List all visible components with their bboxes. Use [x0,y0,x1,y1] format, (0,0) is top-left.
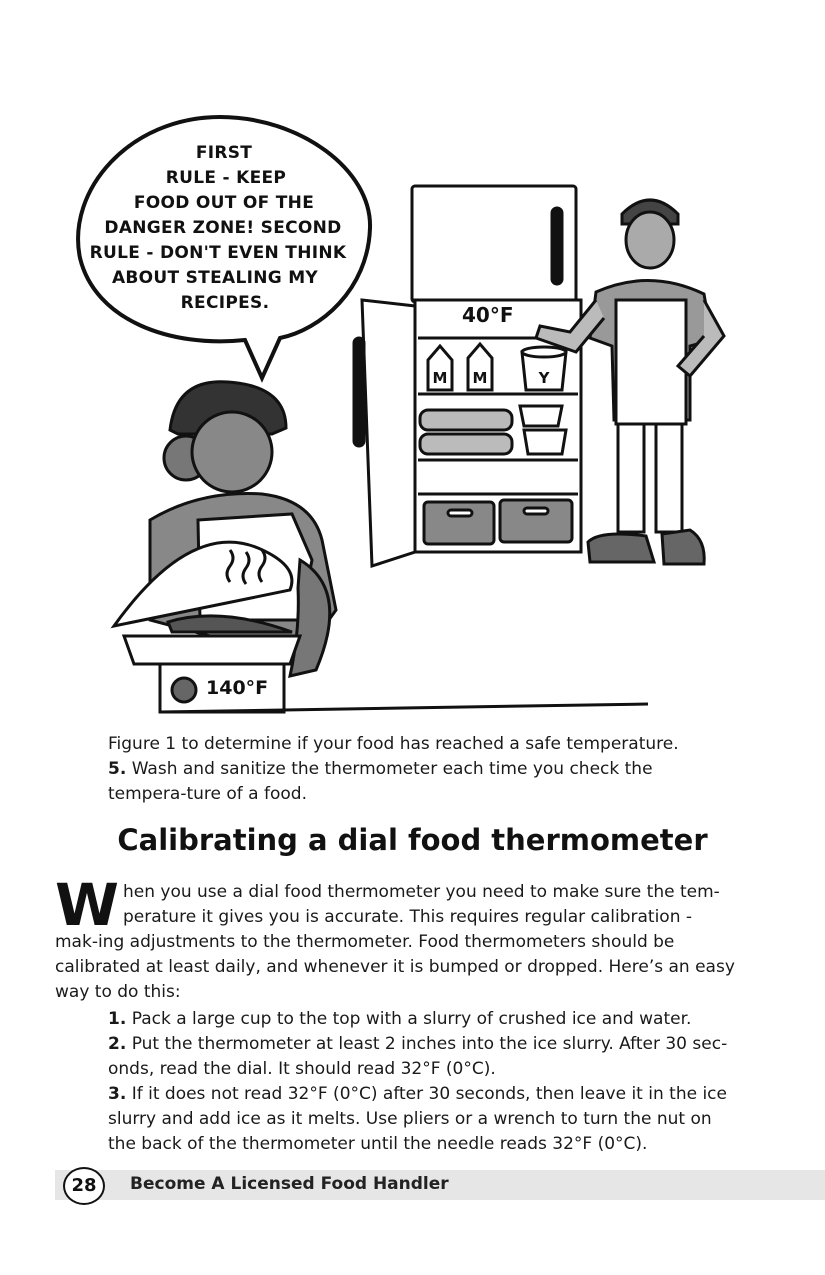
fridge-temperature-label: 40°F [462,303,514,327]
step-number: 2. [108,1034,127,1054]
warmer-temperature-label: 140°F [206,677,269,699]
bubble-line: RULE - KEEP [165,168,287,188]
bubble-line: RULE - DON'T EVEN THINK [89,243,347,263]
continued-paragraph [108,732,733,807]
step-number: 5. [108,759,127,779]
carton-letter: M [432,369,448,387]
intro-paragraph [55,871,735,1005]
bubble-line: FIRST [195,143,253,163]
step-text: Put the thermometer at least 2 inches into the ice slurry. After 30 sec-onds, read the dial. It should read 32°F (0°C). [108,1034,728,1079]
step-number: 3. [108,1084,127,1104]
carton-letter: Y [538,369,550,387]
step-text: If it does not read 32°F (0°C) after 30 seconds, then leave it in the ice slurry and add ice as it melts. Use pliers or a wrench to turn the nut on the back of the thermometer until the needle reads 32°F (0°C). [108,1084,727,1154]
carton-letter: M [472,369,488,387]
book-title: Become A Licensed Food Handler [130,1174,449,1194]
step-text: Wash and sanitize the thermometer each time you check the tempera-ture of a food. [108,759,653,804]
step-1 [108,1007,733,1032]
bubble-line: ABOUT STEALING MY [111,268,319,288]
bubble-line: RECIPES. [180,293,270,313]
section-title: Calibrating a dial food thermometer [117,823,708,857]
page-number: 28 [63,1167,105,1205]
step-text: Pack a large cup to the top with a slurry of crushed ice and water. [131,1009,692,1029]
bubble-line: DANGER ZONE! SECOND [104,218,342,238]
intro-text: hen you use a dial food thermometer you need to make sure the tem-perature it gives you is accurate. This requires regular calibration - mak-ing adjustments to the thermometer. Food thermometers should be calibrated at least daily, and whenever it is bumped or dropped. Here’s an easy way to do this: [55,882,735,1002]
calibration-steps [108,1007,733,1157]
step-3 [108,1082,733,1157]
drop-cap: W [55,871,119,939]
step-number: 1. [108,1009,127,1029]
step-2 [108,1032,733,1082]
speech-bubble [78,117,370,378]
continued-line: Figure 1 to determine if your food has reached a safe temperature. [108,734,679,754]
bubble-line: FOOD OUT OF THE [133,193,315,213]
step-5 [108,757,733,807]
